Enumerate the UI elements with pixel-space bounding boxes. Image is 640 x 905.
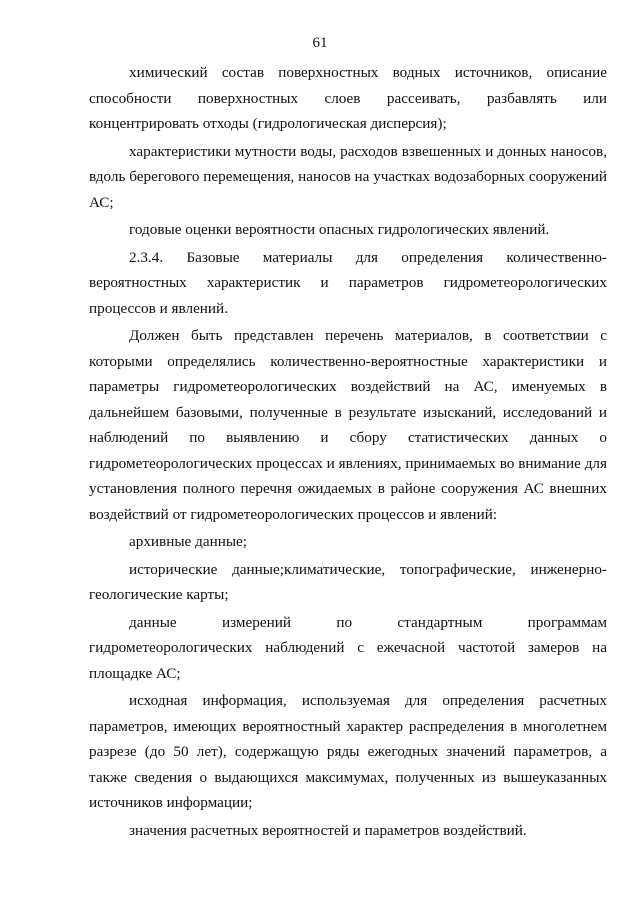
paragraph-turbidity: характеристики мутности воды, расходов взвешенных и донных наносов, вдоль берегового перемещения, наносов на участках водозаборных сооружений АС; [89, 142, 607, 211]
list-item-measurement-data: данные измерений по стандартным программам гидрометеорологических наблюдений с ежечасной частотой замеров на площадке АС; [89, 613, 607, 682]
page-number: 61 [312, 35, 328, 51]
list-item-calculated-values: значения расчетных вероятностей и параметров воздействий. [129, 821, 527, 839]
paragraph-materials-list: Должен быть представлен перечень материалов, в соответствии с которыми определялись количественно-вероятностные характеристики и параметры гидрометеорологических воздействий на АС, именуемых в дальнейшем базовыми, полученные в результате изысканий, исследований и наблюдений по выявлению и сбору статистических данных о гидрометеорологических процессах и явлениях, принимаемых во внимание для установления полного перечня ожидаемых в районе сооружения АС внешних воздействий от гидрометеорологических процессов и явлений: [89, 327, 607, 523]
paragraph-chemical-composition: химический состав поверхностных водных источников, описание способности поверхностных слоев рассеивать, разбавлять или концентрировать отходы (гидрологическая дисперсия); [89, 64, 607, 132]
paragraph-section-2-3-4: 2.3.4. Базовые материалы для определения количественно-вероятностных характеристик и параметров гидрометеорологических процессов и явлений. [89, 248, 607, 317]
list-item-archive-data: архивные данные; [129, 533, 247, 550]
list-item-historical-data: исторические данные;климатические, топографические, инженерно-геологические карты; [89, 560, 607, 603]
list-item-source-information: исходная информация, используемая для определения расчетных параметров, имеющих вероятностный характер распределения в многолетнем разрезе (до 50 лет), содержащую ряды ежегодных значений параметров, а также сведения о выдающихся максимумах, полученных из вышеуказанных источников информации; [89, 692, 607, 811]
paragraph-annual-estimates: годовые оценки вероятности опасных гидрологических явлений. [129, 221, 550, 238]
page-body [89, 60, 607, 845]
